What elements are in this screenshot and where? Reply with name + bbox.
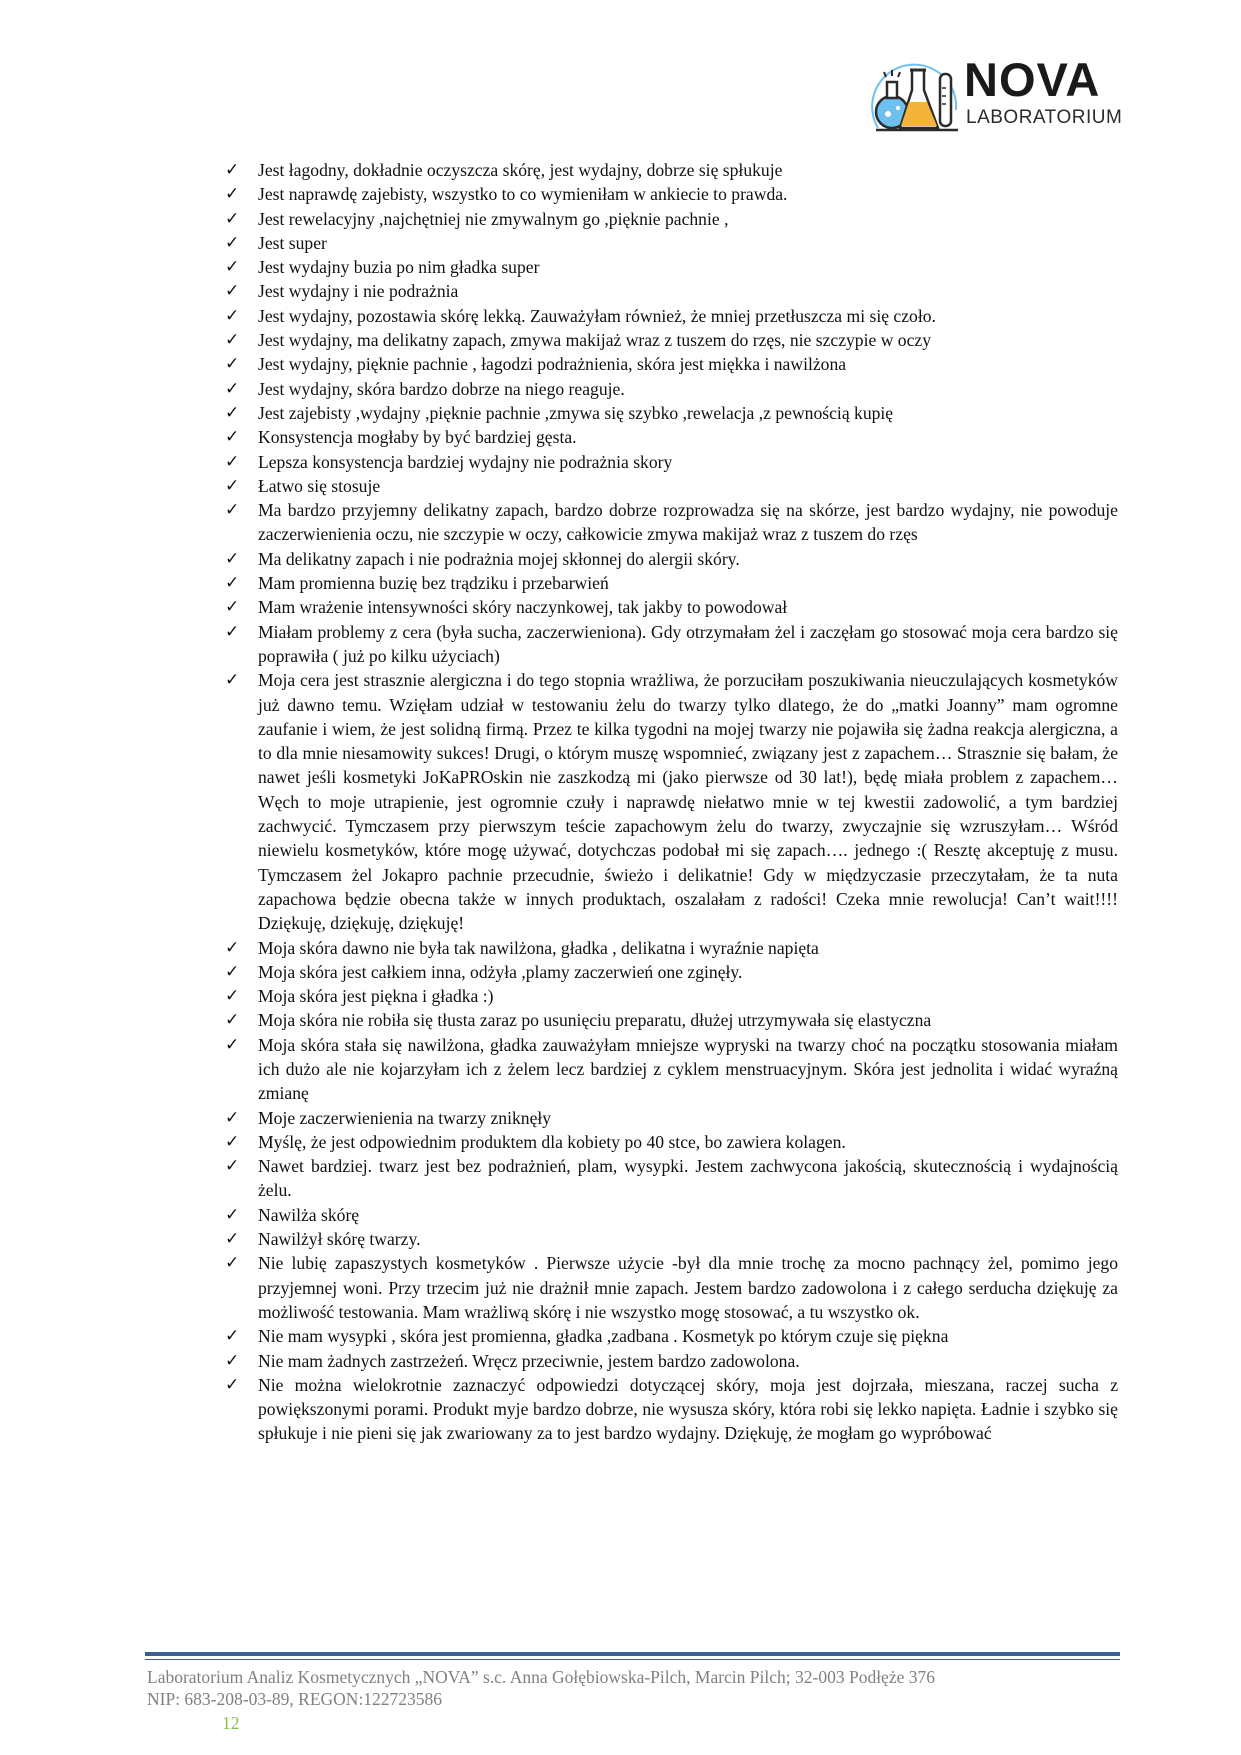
list-item <box>225 620 1118 669</box>
list-item-text: Moja skóra stała się nawilżona, gładka zauważyłam mniejsze wypryski na twarzy choć na początku stosowania miałam ich dużo ale nie kojarzyłam ich z żelem lecz bardziej z cyklem menstruacyjnym. Skóra jest jednolita i widać wyraźną zmianę <box>258 1034 1118 1104</box>
check-mark-icon: ✓ <box>225 451 240 472</box>
list-item <box>225 328 1118 352</box>
list-item-text: Moja skóra dawno nie była tak nawilżona, gładka , delikatna i wyraźnie napięta <box>258 937 819 958</box>
list-item <box>225 377 1118 401</box>
list-item-text: Moja cera jest strasznie alergiczna i do tego stopnia wrażliwa, że porzuciłam poszukiwania nieuczulających kosmetyków już dawno temu. Wzięłam udział w testowaniu żelu do twarzy tylko dlatego, że do „matki Joanny” mam ogromne zaufanie i wiem, że jest solidną firmą. Przez te kilka tygodni na mojej twarzy nie pojawiła się żadna reakcja alergiczna, a to dla mnie niesamowity sukces! Drugi, o którym muszę wspomnieć, związany jest z zapachem… Strasznie się bałam, że nawet jeśli kosmetyki JoKaPROskin nie zaszkodzą mi (jako pierwsze od 30 lat!), będę miała problem z zapachem… Węch to moje utrapienie, jest ogromnie czuły i naprawdę niełatwo mnie w tej kwestii zadowolić, a tym bardziej zachwycić. Tymczasem przy pierwszym teście zapachowym żelu do twarzy, zwyczajnie się wzruszyłam… Wśród niewielu kosmetyków, które mogę używać, dotychczas podobał mi się zapach…. jednego :( Resztę akceptuję z musu. Tymczasem żel Jokapro pachnie przecudnie, świeżo i delikatnie! Gdy w międzyczasie przeczytałam, że ta nuta zapachowa będzie obecna także w innych produktach, oszalałam z radości! Czeka mnie rewolucja! Can’t wait!!!! Dziękuję, dziękuję, dziękuję! <box>258 670 1118 934</box>
check-mark-icon: ✓ <box>225 573 240 594</box>
footer-ids-line: NIP: 683-208-03-89, REGON:122723586 <box>147 1689 443 1709</box>
list-item <box>225 1130 1118 1154</box>
check-mark-icon: ✓ <box>225 281 240 302</box>
list-item <box>225 595 1118 619</box>
list-item <box>225 401 1118 425</box>
check-mark-icon: ✓ <box>225 1374 240 1395</box>
list-item-text: Jest wydajny buzia po nim gładka super <box>258 257 540 278</box>
list-item <box>225 182 1118 206</box>
list-item <box>225 547 1118 571</box>
list-item <box>225 1251 1118 1324</box>
list-item <box>225 1106 1118 1130</box>
list-item <box>225 425 1118 449</box>
list-item-text: Nie mam żadnych zastrzeżeń. Wręcz przeciwnie, jestem bardzo zadowolona. <box>258 1350 800 1371</box>
check-mark-icon: ✓ <box>225 1131 240 1152</box>
check-mark-icon: ✓ <box>225 548 240 569</box>
list-item <box>225 1033 1118 1106</box>
list-item <box>225 1227 1118 1251</box>
logo-subtitle: LABORATORIUM <box>966 107 1123 128</box>
list-item <box>225 474 1118 498</box>
list-item-text: Myślę, że jest odpowiednim produktem dla kobiety po 40 stce, bo zawiera kolagen. <box>258 1131 846 1152</box>
check-mark-icon: ✓ <box>225 1204 240 1225</box>
lab-flasks-icon <box>868 50 964 145</box>
check-mark-icon: ✓ <box>225 160 240 180</box>
list-item <box>225 1373 1118 1446</box>
list-item <box>225 571 1118 595</box>
list-item-text: Nawilżył skórę twarzy. <box>258 1229 421 1250</box>
list-item-text: Lepsza konsystencja bardziej wydajny nie podrażnia skory <box>258 451 673 472</box>
list-item <box>225 207 1118 231</box>
check-mark-icon: ✓ <box>225 500 240 521</box>
check-mark-icon: ✓ <box>225 986 240 1007</box>
list-item-text: Ma delikatny zapach i nie podrażnia mojej skłonnej do alergii skóry. <box>258 548 740 569</box>
list-item <box>225 231 1118 255</box>
check-mark-icon: ✓ <box>225 1350 240 1371</box>
check-mark-icon: ✓ <box>225 330 240 351</box>
list-item-text: Łatwo się stosuje <box>258 475 381 496</box>
footer-rule-thin <box>145 1659 1120 1660</box>
list-item <box>225 1008 1118 1032</box>
list-item <box>225 498 1118 547</box>
list-item-text: Ma bardzo przyjemny delikatny zapach, bardzo dobrze rozprowadza się na skórze, jest bardzo wydajny, nie powoduje zaczerwienienia oczu, nie szczypie w oczy, całkowicie zmywa makijaż wraz z tuszem do rzęs <box>258 500 1118 545</box>
list-item <box>225 668 1118 935</box>
check-mark-icon: ✓ <box>225 961 240 982</box>
list-item <box>225 158 1118 182</box>
footer-company-line: Laboratorium Analiz Kosmetycznych „NOVA” s.c. Anna Gołębiowska-Pilch, Marcin Pilch; 32-003 Podłęże 376 <box>147 1667 935 1687</box>
check-mark-icon: ✓ <box>225 670 240 691</box>
list-item <box>225 1324 1118 1348</box>
check-mark-icon: ✓ <box>225 597 240 618</box>
check-mark-icon: ✓ <box>225 402 240 423</box>
list-item-text: Miałam problemy z cera (była sucha, zaczerwieniona). Gdy otrzymałam żel i zaczęłam go stosować moja cera bardzo się poprawiła ( już po kilku użyciach) <box>258 621 1118 666</box>
list-item-text: Jest wydajny, pozostawia skórę lekką. Zauważyłam również, że mniej przetłuszcza mi się czoło. <box>258 305 936 326</box>
check-mark-icon: ✓ <box>225 1229 240 1250</box>
list-item <box>225 304 1118 328</box>
footer-rule <box>145 1652 1120 1656</box>
list-item-text: Konsystencja mogłaby by być bardziej gęsta. <box>258 427 577 448</box>
list-item-text: Jest zajebisty ,wydajny ,pięknie pachnie ,zmywa się szybko ,rewelacja ,z pewnością kupię <box>258 402 894 423</box>
list-item <box>225 984 1118 1008</box>
list-item-text: Moje zaczerwienienia na twarzy zniknęły <box>258 1107 552 1128</box>
page-number: 12 <box>222 1713 240 1733</box>
check-mark-icon: ✓ <box>225 305 240 326</box>
list-item <box>225 1349 1118 1373</box>
list-item-text: Jest wydajny, ma delikatny zapach, zmywa makijaż wraz z tuszem do rzęs, nie szczypie w oczy <box>258 330 932 351</box>
list-item <box>225 1203 1118 1227</box>
list-item <box>225 1154 1118 1203</box>
check-mark-icon: ✓ <box>225 427 240 448</box>
list-item-text: Nawilża skórę <box>258 1204 360 1225</box>
check-mark-icon: ✓ <box>225 1107 240 1128</box>
list-item <box>225 279 1118 303</box>
check-mark-icon: ✓ <box>225 1034 240 1055</box>
list-item-text: Jest naprawdę zajebisty, wszystko to co wymieniłam w ankiecie to prawda. <box>258 184 788 205</box>
check-mark-icon: ✓ <box>225 232 240 253</box>
list-item-text: Jest wydajny, skóra bardzo dobrze na niego reaguje. <box>258 378 625 399</box>
review-list <box>225 158 1118 1446</box>
check-mark-icon: ✓ <box>225 1253 240 1274</box>
logo-title: NOVA <box>964 53 1101 106</box>
check-mark-icon: ✓ <box>225 621 240 642</box>
check-mark-icon: ✓ <box>225 378 240 399</box>
list-item-text: Jest wydajny, pięknie pachnie , łagodzi podrażnienia, skóra jest miękka i nawilżona <box>258 354 847 375</box>
list-item-text: Nawet bardziej. twarz jest bez podrażnień, plam, wysypki. Jestem zachwycona jakością, skutecznością i wydajnością żelu. <box>258 1156 1118 1201</box>
list-item-text: Moja skóra jest całkiem inna, odżyła ,plamy zaczerwień one zginęły. <box>258 961 743 982</box>
check-mark-icon: ✓ <box>225 354 240 375</box>
check-mark-icon: ✓ <box>225 937 240 958</box>
list-item <box>225 960 1118 984</box>
list-item <box>225 255 1118 279</box>
list-item-text: Jest rewelacyjny ,najchętniej nie zmywalnym go ,pięknie pachnie , <box>258 208 729 229</box>
list-item-text: Mam promienna buzię bez trądziku i przebarwień <box>258 573 609 594</box>
check-mark-icon: ✓ <box>225 475 240 496</box>
check-mark-icon: ✓ <box>225 1156 240 1177</box>
check-mark-icon: ✓ <box>225 208 240 229</box>
list-item-text: Jest super <box>258 232 327 253</box>
list-item <box>225 450 1118 474</box>
footer <box>147 1666 935 1710</box>
check-mark-icon: ✓ <box>225 184 240 205</box>
nova-logo <box>868 50 1123 145</box>
list-item <box>225 352 1118 376</box>
list-item <box>225 936 1118 960</box>
check-mark-icon: ✓ <box>225 1010 240 1031</box>
list-item-text: Nie lubię zapaszystych kosmetyków . Pierwsze użycie -był dla mnie trochę za mocno pachnący żel, pomimo jego przyjemnej woni. Przy trzecim już nie drażnił mnie zapach. Jestem bardzo zadowolona i z całego serducha dziękuję za możliwość testowania. Mam wrażliwą skórę i nie wszystko mogę stosować, a tu wszystko ok. <box>258 1253 1118 1322</box>
list-item-text: Nie można wielokrotnie zaznaczyć odpowiedzi dotyczącej skóry, moja jest dojrzała, mieszana, raczej sucha z powiększonymi porami. Produkt myje bardzo dobrze, nie wysusza skóry, która robi się lekko napięta. Ładnie i szybko się spłukuje i nie pieni się jak zwariowany za to jest bardzo wydajny. Dziękuję, że mogłam go wypróbować <box>258 1374 1118 1444</box>
list-item-text: Jest łagodny, dokładnie oczyszcza skórę, jest wydajny, dobrze się spłukuje <box>258 160 783 180</box>
list-item-text: Nie mam wysypki , skóra jest promienna, gładka ,zadbana . Kosmetyk po którym czuje się piękna <box>258 1326 949 1347</box>
check-mark-icon: ✓ <box>225 1326 240 1347</box>
list-item-text: Moja skóra jest piękna i gładka :) <box>258 986 494 1007</box>
list-item-text: Jest wydajny i nie podrażnia <box>258 281 459 302</box>
list-item-text: Mam wrażenie intensywności skóry naczynkowej, tak jakby to powodował <box>258 597 788 618</box>
check-mark-icon: ✓ <box>225 257 240 278</box>
list-item-text: Moja skóra nie robiła się tłusta zaraz po usunięciu preparatu, dłużej utrzymywała się elastyczna <box>258 1010 932 1031</box>
